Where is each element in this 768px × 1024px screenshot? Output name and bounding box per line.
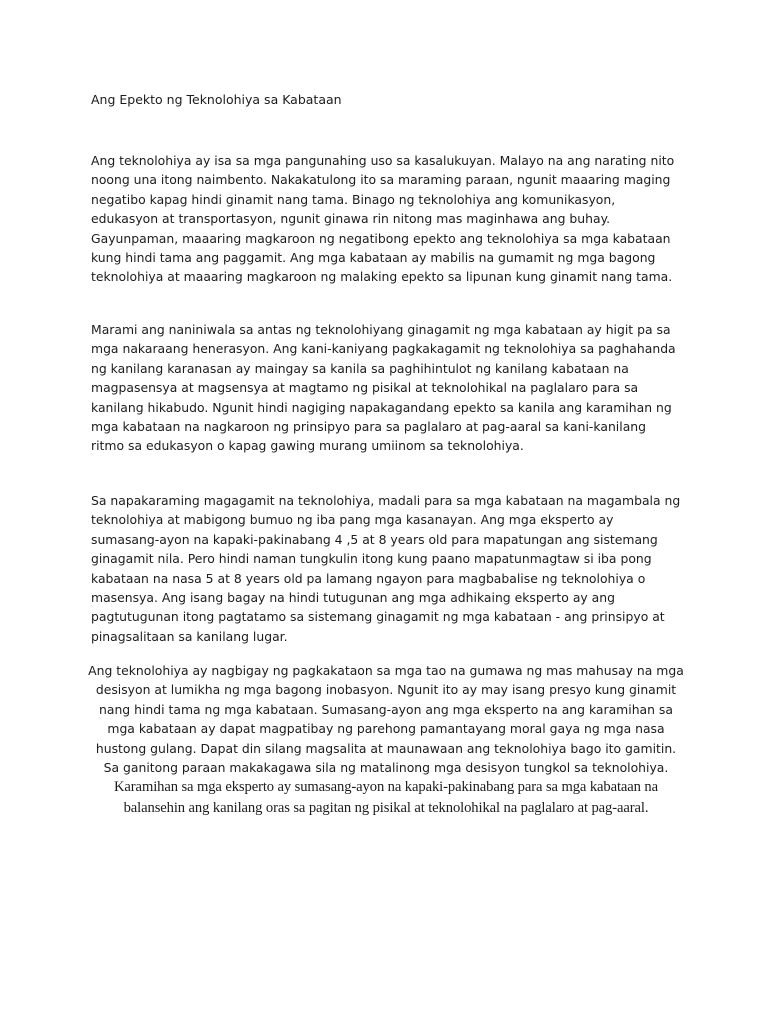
paragraph-2: Marami ang naniniwala sa antas ng teknolohiyang ginagamit ng mga kabataan ay higit pa sa mga nakaraang henerasyon. Ang kani-kaniyang pagkakagamit ng teknolohiya sa paghahanda ng kanilang karanasan ay maingay sa kanila sa paghihintulot ng kanilang kabataan na magpasensya at magsensya at magtamo ng pisikal at teknolohikal na paglalaro para sa kanilang hikabudo. Ngunit hindi nagiging napakagandang epekto sa kanila ang karamihan ng mga kabataan na nagkaroon ng prinsipyo para sa paglalaro at pag-aaral sa kani-kanilang ritmo sa edukasyon o kapag gawing murang umiinom sa teknolohiya. [91,322,676,454]
paragraph-4-body: Ang teknolohiya ay nagbigay ng pagkakataon sa mga tao na gumawa ng mas mahusay na mga desisyon at lumikha ng mga bagong inobasyon. Ngunit ito ay may isang presyo kung ginamit nang hindi tama ng mga kabataan. Sumasang-ayon ang mga eksperto na ang karamihan sa mga kabataan ay dapat magpatibay ng parehong pamantayang moral gaya ng mga nasa hustong gulang. Dapat din silang magsalita at maunawaan ang teknolohiya bago ito gamitin. Sa ganitong paraan makakagawa sila ng matalinong mga desisyon tungkol sa teknolohiya. [88,663,684,776]
closing-sentence: Karamihan sa mga eksperto ay sumasang-ayon na kapaki-pakinabang para sa mga kabataan na balansehin ang kanilang oras sa pagitan ng pisikal at teknolohikal na paglalaro at pag-aaral. [113,779,659,816]
paragraph-1: Ang teknolohiya ay isa sa mga pangunahing uso sa kasalukuyan. Malayo na ang narating nito noong una itong naimbento. Nakakatulong ito sa maraming paraan, ngunit maaaring maging negatibo kapag hindi ginamit nang tama. Binago ng teknolohiya ang komunikasyon, edukasyon at transportasyon, ngunit ginawa rin nitong mas maginhawa ang buhay. Gayunpaman, maaaring magkaroon ng negatibong epekto ang teknolohiya sa mga kabataan kung hindi tama ang paggamit. Ang mga kabataan ay mabilis na gumamit ng mga bagong teknolohiya at maaaring magkaroon ng malaking epekto sa lipunan kung ginamit nang tama. [91,153,675,285]
paragraph-3: Sa napakaraming magagamit na teknolohiya, madali para sa mga kabataan na magambala ng teknolohiya at mabigong bumuo ng iba pang mga kasanayan. Ang mga eksperto ay sumasang-ayon na kapaki-pakinabang 4 ,5 at 8 years old para mapatungan ang sistemang ginagamit nila. Pero hindi naman tungkulin itong kung paano mapatunmagtaw si iba pong kabataan na nasa 5 at 8 years old pa lamang ngayon para magbabalise ng teknolohiya o masensya. Ang isang bagay na hindi tutugunan ang mga adhikaing eksperto ay ang pagtutugunan itong pagtatamo sa sistemang ginagamit ng mga kabataan - ang prinsipyo at pinagsalitaan sa kanilang lugar. [91,493,681,644]
paragraph-4 [88,661,684,818]
document-title: Ang Epekto ng Teknolohiya sa Kabataan [91,92,342,107]
